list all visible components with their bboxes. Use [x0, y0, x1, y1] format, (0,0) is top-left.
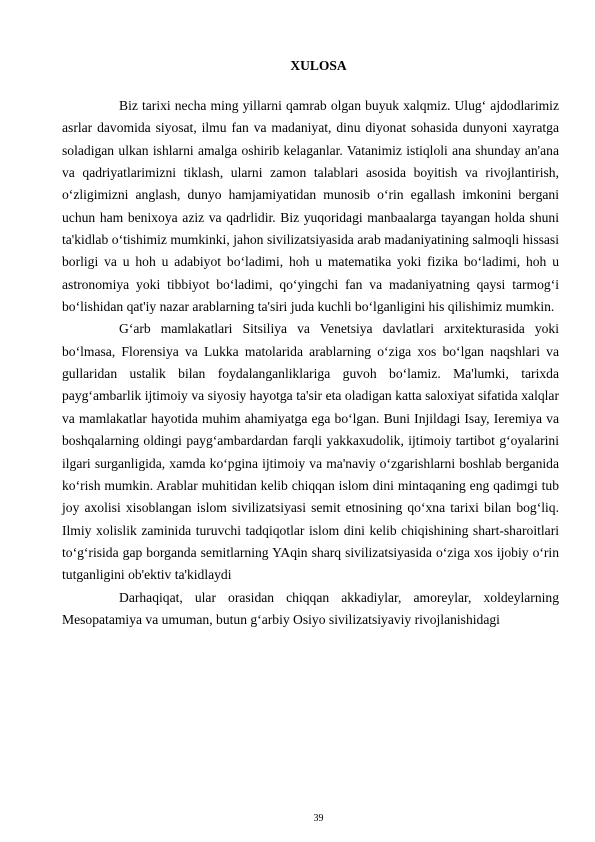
- page-title: XULOSA: [290, 58, 347, 73]
- paragraph-2: G‘arb mamlakatlari Sitsiliya va Venetsiya davlatlari arxitekturasida yoki bo‘lmasa, Florensiya va Lukka matolarida arablarning o‘ziga xos bo‘lgan naqshlari va gullaridan ustalik bilan foydalanganliklariga guvoh bo‘lamiz. Ma'lumki, tarixda payg‘ambarlik ijtimoiy va siyosiy hayotga ta'sir eta oladigan katta saloxiyat sifatida xalqlar va mamlakatlar hayotida muhim ahamiyatga ega bo‘lgan. Buni Injildagi Isay, Ieremiya va boshqalarning oldingi payg‘ambardardan farqli yakkaxudolik, ijtimoiy tartibot g‘oyalarini ilgari surganligida, xamda ko‘pgina ijtimoiy va ma'naviy o‘zgarishlarni boshlab berganida ko‘rish mumkin. Arablar muhitidan kelib chiqqan islom dini mintaqaning eng qadimgi tub joy axolisi xisoblangan islom sivilizatsiyasi semit etnosining qo‘xna tarixi bilan bog‘liq. Ilmiy xolislik zaminida turuvchi tadqiqotlar islom dini kelib chiqishining shart-sharoitlari to‘g‘risida gap borganda semitlarning YAqin sharq sivilizatsiyasida o‘ziga xos ijobiy o‘rin tutganligini ob'ektiv ta'kidlaydi: [62, 321, 559, 583]
- paragraph-3: Darhaqiqat, ular orasidan chiqqan akkadiylar, amoreylar, xoldeylarning Mesopatamiya va umuman, butun g‘arbiy Osiyo sivilizatsiyaviy rivojlanishidagi: [62, 589, 559, 627]
- body-text: [62, 95, 559, 631]
- page-number: 39: [313, 813, 324, 824]
- paragraph-1: Biz tarixi necha ming yillarni qamrab olgan buyuk xalqmiz. Ulug‘ ajdodlarimiz asrlar davomida siyosat, ilmu fan va madaniyat, dinu diyonat sohasida dunyoni xayratga soladigan ulkan ishlarni amalga oshirib kelaganlar. Vatanimiz istiqloli ana shunday an'ana va qadriyatlarimizni tiklash, ularni zamon talablari asosida boyitish va rivojlantirish, o‘zligimizni anglash, dunyo hamjamiyatidan munosib o‘rin egallash imkonini bergani uchun ham benixoya aziz va qadrlidir. Biz yuqoridagi manbaalarga tayangan holda shuni ta'kidlab o‘tishimiz mumkinki, jahon sivilizatsiyasida arab madaniyatining salmoqli hissasi borligi va u hoh u adabiyot bo‘ladimi, hoh u matematika yoki fizika bo‘ladimi, hoh u astronomiya yoki tibbiyot bo‘ladimi, qo‘yingchi fan va madaniyatning qaysi tarmog‘i bo‘lishidan qat'iy nazar arablarning ta'siri juda kuchli bo‘lganligini his qilishimiz mumkin.: [62, 98, 559, 315]
